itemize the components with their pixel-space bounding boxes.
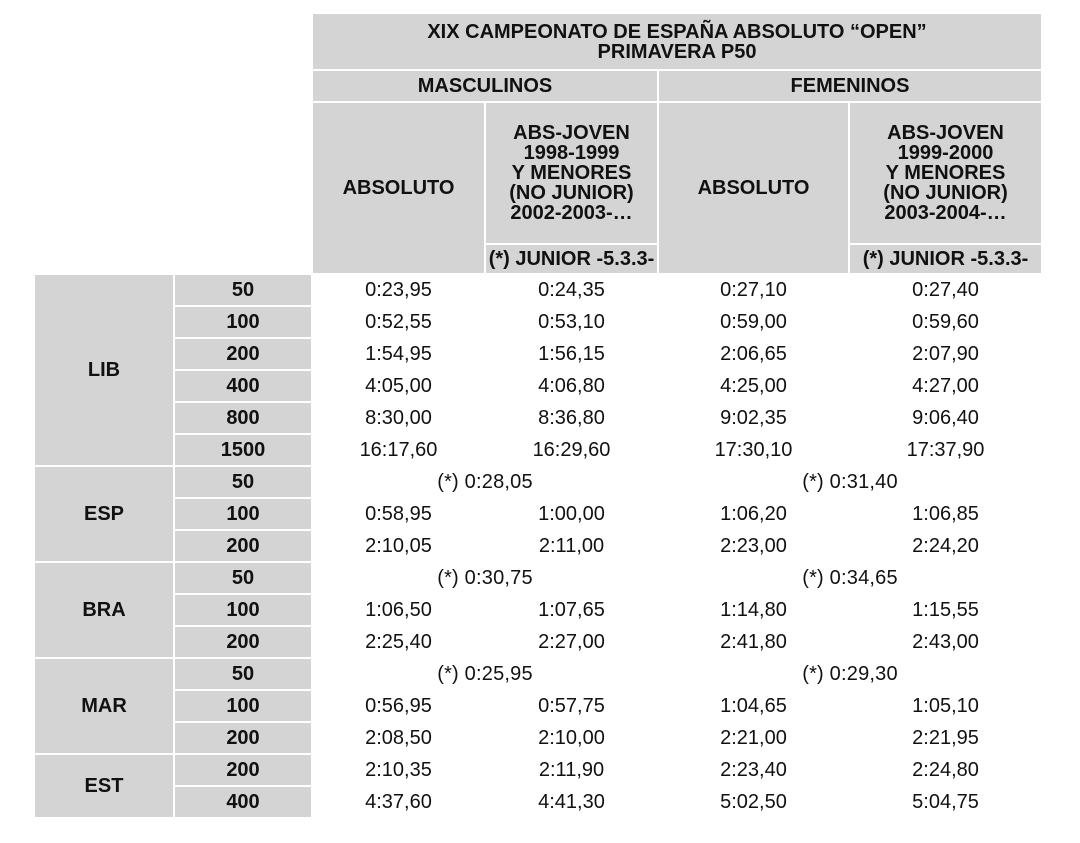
time-cell: 2:43,00 — [849, 626, 1042, 658]
time-cell: 2:08,50 — [312, 722, 485, 754]
time-cell: 2:24,80 — [849, 754, 1042, 786]
time-cell: 0:27,40 — [849, 274, 1042, 306]
junior-time-cell: (*) 0:25,95 — [312, 658, 658, 690]
fem-joven-header — [849, 102, 1042, 244]
time-cell: 2:21,00 — [658, 722, 849, 754]
time-cell: 1:54,95 — [312, 338, 485, 370]
table-row — [34, 402, 1042, 434]
time-cell: 1:00,00 — [485, 498, 658, 530]
distance-cell: 200 — [174, 754, 312, 786]
time-cell: 2:25,40 — [312, 626, 485, 658]
time-cell: 1:04,65 — [658, 690, 849, 722]
distance-cell: 200 — [174, 626, 312, 658]
fem-joven-line: 1999-2000 — [897, 142, 994, 164]
distance-cell: 400 — [174, 370, 312, 402]
time-cell: 4:05,00 — [312, 370, 485, 402]
table-row — [34, 690, 1042, 722]
time-cell: 4:27,00 — [849, 370, 1042, 402]
fem-joven-line: (NO JUNIOR) — [883, 182, 1008, 204]
time-cell: 2:24,20 — [849, 530, 1042, 562]
fem-joven-line: Y MENORES — [885, 162, 1006, 184]
time-cell: 0:23,95 — [312, 274, 485, 306]
time-cell: 0:57,75 — [485, 690, 658, 722]
distance-cell: 800 — [174, 402, 312, 434]
time-cell: 0:52,55 — [312, 306, 485, 338]
time-cell: 4:41,30 — [485, 786, 658, 818]
time-cell: 2:21,95 — [849, 722, 1042, 754]
table-row — [34, 466, 1042, 498]
time-cell: 1:56,15 — [485, 338, 658, 370]
junior-time-cell: (*) 0:34,65 — [658, 562, 1042, 594]
table-row — [34, 754, 1042, 786]
time-cell: 1:05,10 — [849, 690, 1042, 722]
time-cell: 1:06,50 — [312, 594, 485, 626]
masc-joven-line: 2002-2003-… — [510, 202, 633, 224]
masc-joven-line: Y MENORES — [511, 162, 632, 184]
time-cell: 9:02,35 — [658, 402, 849, 434]
stroke-label-esp: ESP — [34, 466, 174, 562]
distance-cell: 100 — [174, 690, 312, 722]
time-cell: 2:10,35 — [312, 754, 485, 786]
masc-absoluto-header: ABSOLUTO — [312, 102, 485, 274]
time-cell: 17:30,10 — [658, 434, 849, 466]
time-cell: 16:29,60 — [485, 434, 658, 466]
table-row — [34, 626, 1042, 658]
masc-joven-line: (NO JUNIOR) — [509, 182, 634, 204]
time-cell: 0:27,10 — [658, 274, 849, 306]
table-row — [34, 370, 1042, 402]
fem-joven-line: ABS-JOVEN — [887, 122, 1004, 144]
femeninos-header: FEMENINOS — [658, 70, 1042, 102]
time-cell: 8:36,80 — [485, 402, 658, 434]
time-cell: 0:56,95 — [312, 690, 485, 722]
junior-time-cell: (*) 0:28,05 — [312, 466, 658, 498]
table-row — [34, 338, 1042, 370]
distance-cell: 200 — [174, 338, 312, 370]
table-row — [34, 530, 1042, 562]
fem-absoluto-header: ABSOLUTO — [658, 102, 849, 274]
distance-cell: 100 — [174, 594, 312, 626]
stroke-label-mar: MAR — [34, 658, 174, 754]
time-cell: 9:06,40 — [849, 402, 1042, 434]
masc-joven-header — [485, 102, 658, 244]
table-row — [34, 786, 1042, 818]
stroke-label-lib: LIB — [34, 274, 174, 466]
time-cell: 2:06,65 — [658, 338, 849, 370]
time-cell: 8:30,00 — [312, 402, 485, 434]
time-cell: 1:06,20 — [658, 498, 849, 530]
blank-corner — [34, 102, 312, 274]
table-row — [34, 434, 1042, 466]
time-cell: 0:24,35 — [485, 274, 658, 306]
table-row — [34, 594, 1042, 626]
junior-time-cell: (*) 0:31,40 — [658, 466, 1042, 498]
distance-cell: 1500 — [174, 434, 312, 466]
distance-cell: 200 — [174, 530, 312, 562]
time-cell: 2:10,05 — [312, 530, 485, 562]
time-cell: 4:37,60 — [312, 786, 485, 818]
time-cell: 1:14,80 — [658, 594, 849, 626]
time-cell: 2:07,90 — [849, 338, 1042, 370]
time-cell: 17:37,90 — [849, 434, 1042, 466]
time-cell: 2:10,00 — [485, 722, 658, 754]
table-row — [34, 658, 1042, 690]
time-cell: 0:58,95 — [312, 498, 485, 530]
stroke-label-est: EST — [34, 754, 174, 818]
time-cell: 16:17,60 — [312, 434, 485, 466]
time-cell: 0:53,10 — [485, 306, 658, 338]
time-cell: 2:27,00 — [485, 626, 658, 658]
time-cell: 1:15,55 — [849, 594, 1042, 626]
time-cell: 1:06,85 — [849, 498, 1042, 530]
distance-cell: 50 — [174, 658, 312, 690]
blank-corner — [34, 13, 312, 70]
time-cell: 2:11,00 — [485, 530, 658, 562]
distance-cell: 50 — [174, 562, 312, 594]
masculinos-header: MASCULINOS — [312, 70, 658, 102]
time-cell: 4:25,00 — [658, 370, 849, 402]
blank-corner — [34, 70, 312, 102]
time-cell: 0:59,60 — [849, 306, 1042, 338]
table-row — [34, 498, 1042, 530]
time-cell: 1:07,65 — [485, 594, 658, 626]
table-title — [312, 13, 1042, 70]
junior-time-cell: (*) 0:30,75 — [312, 562, 658, 594]
masc-joven-line: ABS-JOVEN — [513, 122, 630, 144]
masc-joven-line: 1998-1999 — [523, 142, 620, 164]
distance-cell: 50 — [174, 466, 312, 498]
time-cell: 2:11,90 — [485, 754, 658, 786]
distance-cell: 100 — [174, 306, 312, 338]
title-line-1: XIX CAMPEONATO DE ESPAÑA ABSOLUTO “OPEN” — [427, 20, 927, 43]
distance-cell: 100 — [174, 498, 312, 530]
junior-time-cell: (*) 0:29,30 — [658, 658, 1042, 690]
time-cell: 2:23,40 — [658, 754, 849, 786]
distance-cell: 50 — [174, 274, 312, 306]
distance-cell: 400 — [174, 786, 312, 818]
table-row — [34, 274, 1042, 306]
time-cell: 2:41,80 — [658, 626, 849, 658]
time-cell: 5:02,50 — [658, 786, 849, 818]
masc-junior-note: (*) JUNIOR -5.3.3- — [485, 244, 658, 274]
fem-junior-note: (*) JUNIOR -5.3.3- — [849, 244, 1042, 274]
distance-cell: 200 — [174, 722, 312, 754]
table-row — [34, 722, 1042, 754]
fem-joven-line: 2003-2004-… — [884, 202, 1007, 224]
title-line-2: PRIMAVERA P50 — [597, 40, 757, 63]
time-cell: 0:59,00 — [658, 306, 849, 338]
time-cell: 4:06,80 — [485, 370, 658, 402]
stroke-label-bra: BRA — [34, 562, 174, 658]
time-cell: 5:04,75 — [849, 786, 1042, 818]
time-cell: 2:23,00 — [658, 530, 849, 562]
qualifying-times-table — [33, 12, 1043, 819]
table-row — [34, 306, 1042, 338]
table-row — [34, 562, 1042, 594]
